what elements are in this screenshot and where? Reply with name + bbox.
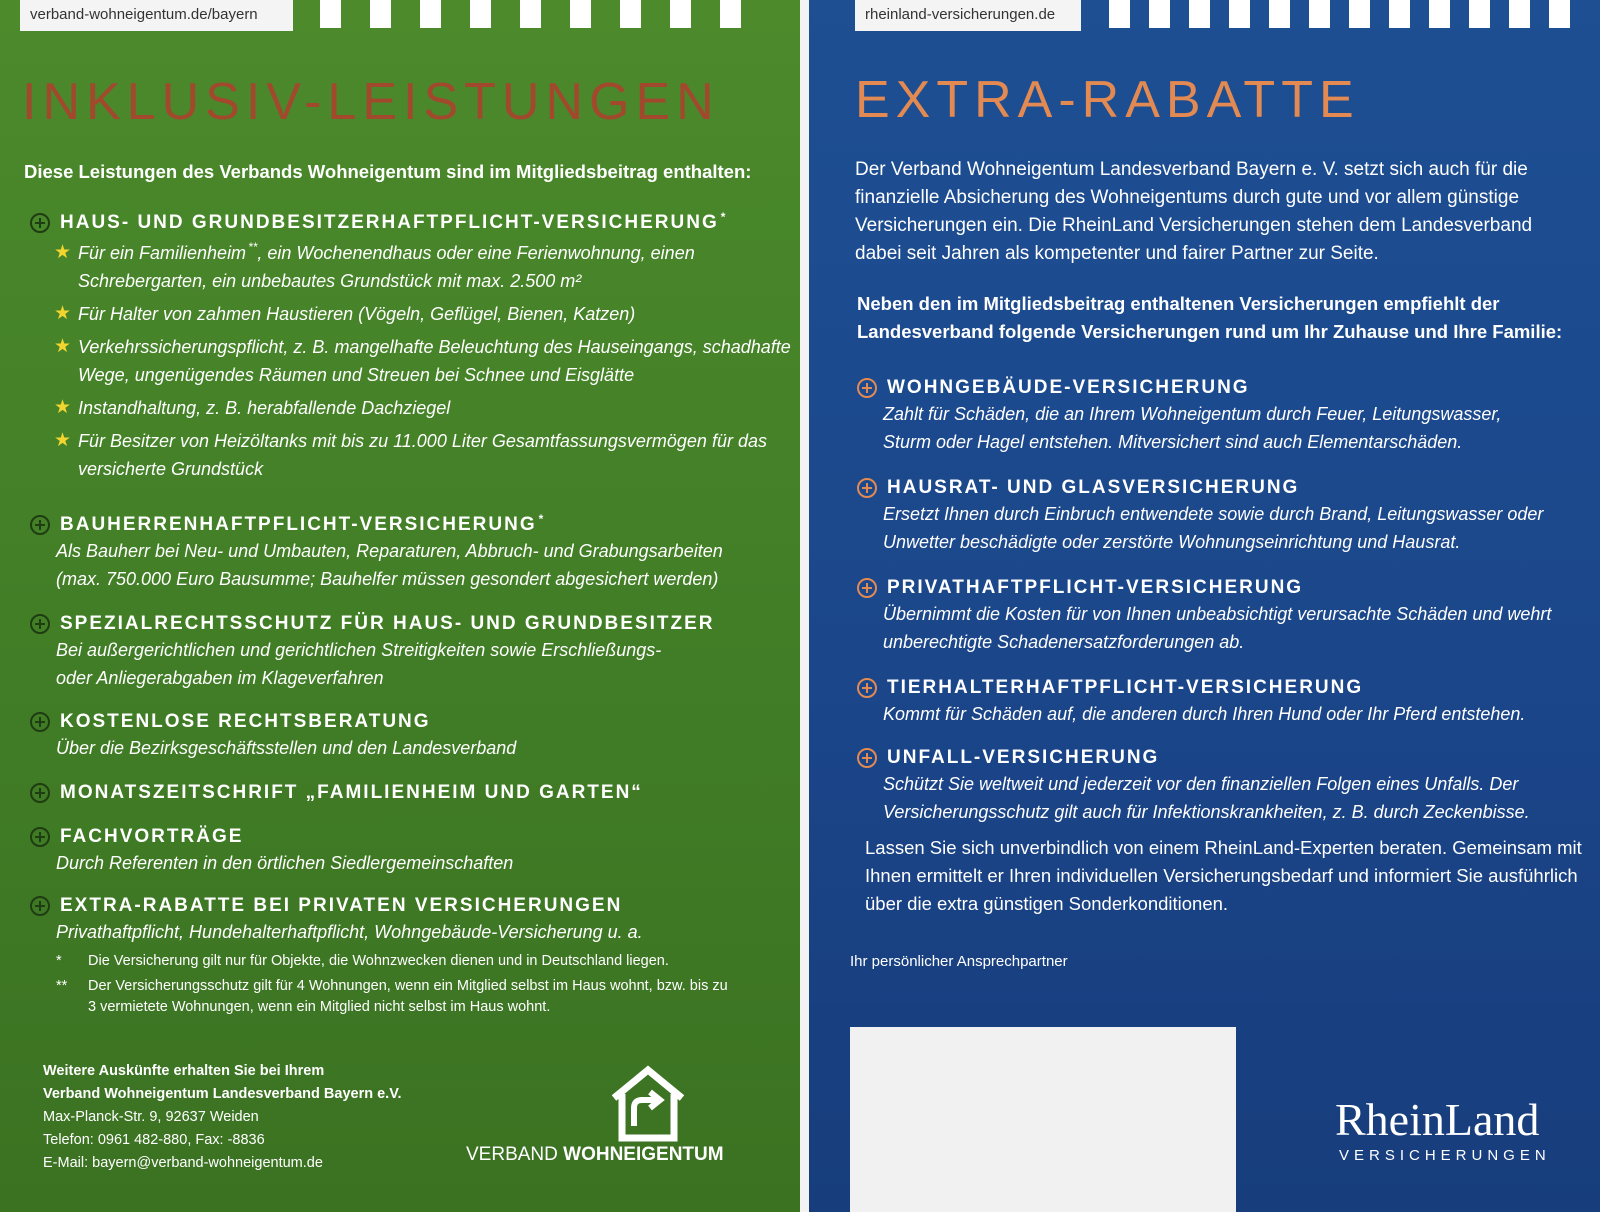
- house-icon: [608, 1064, 688, 1144]
- right-item-2: [857, 476, 1597, 556]
- left-item-1: [30, 211, 790, 488]
- star-icon: ★: [54, 303, 72, 324]
- item-title: HAUSRAT- UND GLASVERSICHERUNG: [887, 477, 1300, 498]
- right-item-4: [857, 676, 1597, 728]
- item-title: HAUS- UND GRUNDBESITZERHAFTPFLICHT-VERSICHERUNG: [60, 212, 719, 233]
- item-title: EXTRA-RABATTE BEI PRIVATEN VERSICHERUNGEN: [60, 895, 623, 916]
- footnotes: [56, 951, 776, 1022]
- item-title: BAUHERRENHAFTPFLICHT-VERSICHERUNG: [60, 514, 537, 535]
- rheinland-logo: [1335, 1095, 1565, 1164]
- right-item-3: [857, 576, 1597, 656]
- right-stripe-decoration: [1109, 0, 1569, 28]
- panel-divider: [800, 0, 809, 1212]
- contact-address: Max-Planck-Str. 9, 92637 Weiden: [43, 1109, 259, 1125]
- item-description: Über die Bezirksgeschäftsstellen und den Landesverband: [56, 738, 517, 758]
- verband-wohneigentum-logo: [466, 1064, 726, 1174]
- logo-name: RheinLand: [1335, 1094, 1540, 1145]
- contact-line-2: Verband Wohneigentum Landesverband Bayern e.V.: [43, 1086, 402, 1102]
- item-title: UNFALL-VERSICHERUNG: [887, 747, 1160, 768]
- plus-circle-icon: [30, 614, 50, 634]
- item-description: Schützt Sie weltweit und jederzeit vor den finanziellen Folgen eines Unfalls. Der Versicherungsschutz gilt auch für Infektionskrankheiten, z. B. durch Zeckenbisse.: [883, 774, 1530, 822]
- right-item-1: [857, 376, 1597, 456]
- item-description: Übernimmt die Kosten für von Ihnen unbeabsichtigt verursachte Schäden und wehrt unberechtigte Schadenersatzforderungen ab.: [883, 604, 1552, 652]
- logo-word-1: VERBAND: [466, 1144, 558, 1165]
- list-item: ★ Verkehrssicherungspflicht, z. B. mangelhafte Beleuchtung des Hauseingangs, schadhafte Wege, ungenügendes Räumen und Streuen bei Schnee und Eisglätte: [30, 333, 798, 389]
- item-title: FACHVORTRÄGE: [60, 826, 244, 847]
- item-description: Zahlt für Schäden, die an Ihrem Wohneigentum durch Feuer, Leitungswasser, Sturm oder Hagel entstehen. Mitversichert sind auch Elementarschäden.: [883, 404, 1502, 452]
- item-description: Durch Referenten in den örtlichen Siedlergemeinschaften: [56, 853, 514, 873]
- plus-circle-icon: [30, 896, 50, 916]
- item-description: Ersetzt Ihnen durch Einbruch entwendete sowie durch Brand, Leitungswasser oder Unwetter beschädigte oder zerstörte Wohnungseinrichtung und Hausrat.: [883, 504, 1544, 552]
- plus-circle-icon: [857, 578, 877, 598]
- right-closing: Lassen Sie sich unverbindlich von einem RheinLand-Experten beraten. Gemeinsam mit Ihnen ermittelt er Ihren individuellen Versicherungsbedarf und informiert Sie ausführlich über die extra günstigen Sonderkonditionen.: [865, 837, 1582, 914]
- right-intro: Der Verband Wohneigentum Landesverband Bayern e. V. setzt sich auch für die finanzielle Absicherung des Wohneigentums durch gute und vor allem günstige Versicherungen ein. Die RheinLand Versicherungen stehen dem Landesverband dabei seit Jahren als kompetenter und fairer Partner zur Seite.: [855, 159, 1533, 264]
- logo-subtitle: VERSICHERUNGEN: [1339, 1147, 1551, 1164]
- right-flyer-panel: [809, 0, 1600, 1212]
- left-item-2: [30, 513, 790, 593]
- right-item-5: [857, 746, 1597, 826]
- right-intro-bold: Neben den im Mitgliedsbeitrag enthaltenen Versicherungen empfiehlt der Landesverband folgende Versicherungen rund um Ihr Zuhause und Ihre Familie:: [857, 293, 1563, 342]
- item-description: Bei außergerichtlichen und gerichtlichen Streitigkeiten sowie Erschließungs- oder Anliegerabgaben im Klageverfahren: [56, 640, 662, 688]
- right-title: EXTRA-RABATTE: [855, 71, 1360, 129]
- contact-person-label: Ihr persönlicher Ansprechpartner: [850, 953, 1068, 970]
- list-item: ★ Für Besitzer von Heizöltanks mit bis zu 11.000 Liter Gesamtfassungsvermögen für das versicherte Grundstück: [30, 427, 778, 483]
- contact-block: [43, 1060, 402, 1175]
- item-description: Kommt für Schäden auf, die anderen durch Ihren Hund oder Ihr Pferd entstehen.: [883, 704, 1526, 724]
- left-item-6: [30, 825, 790, 877]
- item-description: Privathaftpflicht, Hundehalterhaftpflicht, Wohngebäude-Versicherung u. a.: [56, 922, 643, 942]
- list-item: ★ Für Halter von zahmen Haustieren (Vögeln, Geflügel, Bienen, Katzen): [30, 300, 790, 328]
- left-stripe-decoration: [320, 0, 750, 28]
- contact-email: E-Mail: bayern@verband-wohneigentum.de: [43, 1155, 323, 1171]
- footnote: * Die Versicherung gilt nur für Objekte, die Wohnzwecken dienen und in Deutschland liegen.: [56, 953, 669, 969]
- plus-circle-icon: [857, 678, 877, 698]
- plus-circle-icon: [857, 378, 877, 398]
- item-title: PRIVATHAFTPFLICHT-VERSICHERUNG: [887, 577, 1304, 598]
- left-item-7: [30, 894, 790, 946]
- left-item-4: [30, 710, 790, 762]
- logo-word-2: WOHNEIGENTUM: [563, 1144, 724, 1165]
- footnote: ** Der Versicherungsschutz gilt für 4 Wohnungen, wenn ein Mitglied selbst im Haus wohnt, bzw. bis zu 3 vermietete Wohnungen, wenn ein Mitglied nicht selbst im Haus wohnt.: [56, 978, 728, 1015]
- item-description: Als Bauherr bei Neu- und Umbauten, Reparaturen, Abbruch- und Grabungsarbeiten (max. 750.000 Euro Bausumme; Bauhelfer müssen gesondert abgesichert werden): [56, 541, 723, 589]
- star-icon: ★: [54, 336, 72, 357]
- right-url-label: rheinland-versicherungen.de: [855, 0, 1081, 31]
- bullet-list: [30, 239, 790, 483]
- list-item: ★ Für ein Familienheim **, ein Wochenendhaus oder eine Ferienwohnung, einen Schrebergarten, ein unbebautes Grundstück mit max. 2.500 m²: [54, 240, 695, 291]
- plus-circle-icon: [857, 478, 877, 498]
- star-icon: ★: [54, 397, 72, 418]
- contact-line-1: Weitere Auskünfte erhalten Sie bei Ihrem: [43, 1063, 325, 1079]
- left-intro: Diese Leistungen des Verbands Wohneigentum sind im Mitgliedsbeitrag enthalten:: [24, 161, 752, 182]
- left-item-3: [30, 612, 790, 692]
- plus-circle-icon: [30, 213, 50, 233]
- plus-circle-icon: [30, 783, 50, 803]
- footnote-mark: *: [538, 512, 546, 526]
- contact-card-blank: [850, 1027, 1236, 1212]
- contact-phone: Telefon: 0961 482-880, Fax: -8836: [43, 1132, 265, 1148]
- plus-circle-icon: [30, 827, 50, 847]
- item-title: TIERHALTERHAFTPFLICHT-VERSICHERUNG: [887, 677, 1364, 698]
- star-icon: ★: [54, 242, 72, 263]
- item-title: SPEZIALRECHTSSCHUTZ FÜR HAUS- UND GRUNDBESITZER: [60, 613, 715, 634]
- plus-circle-icon: [30, 712, 50, 732]
- plus-circle-icon: [857, 748, 877, 768]
- star-icon: ★: [54, 430, 72, 451]
- left-title: INKLUSIV-LEISTUNGEN: [22, 73, 720, 131]
- item-title: WOHNGEBÄUDE-VERSICHERUNG: [887, 377, 1250, 398]
- left-url-label: verband-wohneigentum.de/bayern: [20, 0, 293, 31]
- item-title: KOSTENLOSE RECHTSBERATUNG: [60, 711, 431, 732]
- item-title: MONATSZEITSCHRIFT „FAMILIENHEIM UND GARTEN“: [60, 782, 643, 803]
- footnote-mark: *: [720, 210, 728, 224]
- left-item-5: [30, 781, 790, 805]
- list-item: ★ Instandhaltung, z. B. herabfallende Dachziegel: [30, 394, 790, 422]
- plus-circle-icon: [30, 515, 50, 535]
